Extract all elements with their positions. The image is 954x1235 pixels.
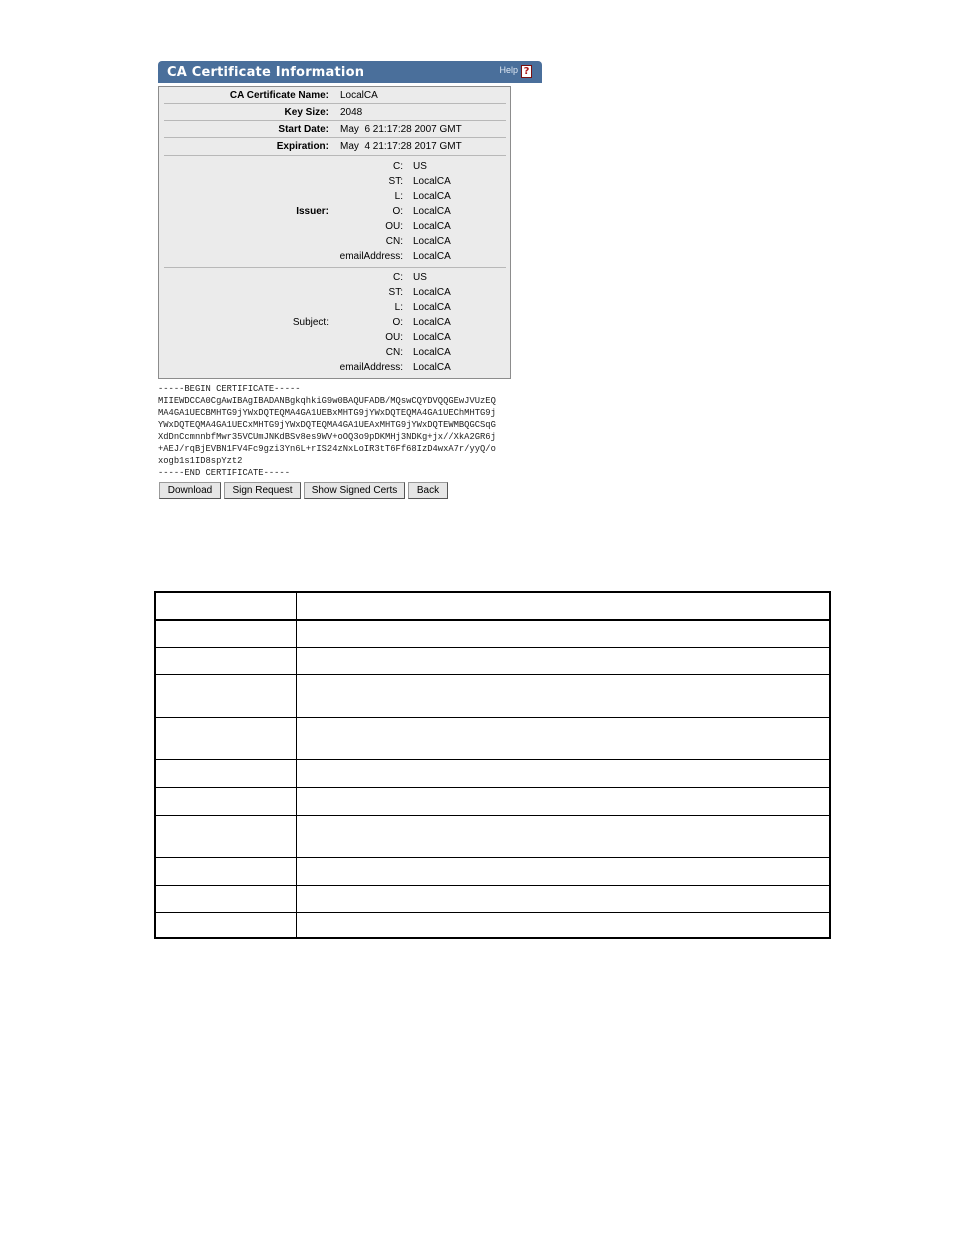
- start-date-value: May 6 21:17:28 2007 GMT: [340, 124, 462, 135]
- table-row-divider: [156, 815, 829, 816]
- subject-email-value: LocalCA: [413, 362, 451, 373]
- expiration-label: Expiration:: [276, 141, 329, 152]
- issuer-cn-key: CN:: [385, 236, 403, 247]
- certificate-text: [158, 383, 496, 479]
- issuer-o-value: LocalCA: [413, 206, 451, 217]
- key-size-label: Key Size:: [284, 107, 329, 118]
- issuer-c-key: C:: [393, 161, 403, 172]
- table-row-divider: [156, 717, 829, 718]
- panel-title: CA Certificate Information: [167, 65, 365, 80]
- cert-line: MIIEWDCCA0CgAwIBAgIBADANBgkqhkiG9w0BAQUFADB/MQswCQYDVQQGEwJVUzEQ: [158, 396, 496, 406]
- table-row-divider: [156, 885, 829, 886]
- panel-header: [158, 61, 542, 83]
- back-button[interactable]: Back: [408, 482, 448, 499]
- issuer-label: Issuer:: [296, 206, 329, 217]
- issuer-email-key: emailAddress:: [339, 251, 403, 262]
- table-row-divider: [156, 759, 829, 760]
- issuer-ou-value: LocalCA: [413, 221, 451, 232]
- issuer-c-value: US: [413, 161, 427, 172]
- subject-o-value: LocalCA: [413, 317, 451, 328]
- cert-line: +AEJ/rqBjEVBN1FV4Fc9gzi3Yn6L+rIS24zNxLoIR3tT6Ff68IzD4wxA7r/yyQ/o: [158, 444, 496, 454]
- subject-email-key: emailAddress:: [339, 362, 403, 373]
- start-date-label: Start Date:: [278, 124, 329, 135]
- table-row-divider: [156, 912, 829, 913]
- field-description-table: [154, 591, 831, 939]
- show-signed-certs-button[interactable]: Show Signed Certs: [304, 482, 405, 499]
- cert-line: -----END CERTIFICATE-----: [158, 468, 290, 478]
- issuer-l-key: L:: [394, 191, 403, 202]
- certificate-info-box: [158, 86, 511, 379]
- subject-st-value: LocalCA: [413, 287, 451, 298]
- download-button[interactable]: Download: [159, 482, 221, 499]
- issuer-st-key: ST:: [388, 176, 403, 187]
- subject-ou-value: LocalCA: [413, 332, 451, 343]
- subject-l-value: LocalCA: [413, 302, 451, 313]
- cert-line: XdDnCcmnnbfMwr35VCUmJNKdBSv8es9WV+oOQ3o9pDKMHj3NDKg+jx//XkA2GR6j: [158, 432, 496, 442]
- subject-cn-key: CN:: [385, 347, 403, 358]
- issuer-cn-value: LocalCA: [413, 236, 451, 247]
- table-row-divider: [156, 787, 829, 788]
- separator: [164, 155, 506, 156]
- subject-st-key: ST:: [388, 287, 403, 298]
- subject-c-key: C:: [393, 272, 403, 283]
- subject-label: Subject:: [292, 317, 329, 328]
- table-row-divider: [156, 674, 829, 675]
- subject-l-key: L:: [394, 302, 403, 313]
- separator: [164, 267, 506, 268]
- ca-name-value: LocalCA: [340, 90, 378, 101]
- table-row-divider: [156, 857, 829, 858]
- separator: [164, 103, 506, 104]
- subject-cn-value: LocalCA: [413, 347, 451, 358]
- issuer-l-value: LocalCA: [413, 191, 451, 202]
- issuer-o-key: O:: [392, 206, 403, 217]
- key-size-value: 2048: [340, 107, 363, 118]
- cert-line: xogb1s1ID8spYzt2: [158, 456, 243, 466]
- help-link[interactable]: Help: [499, 65, 518, 75]
- expiration-value: May 4 21:17:28 2017 GMT: [340, 141, 462, 152]
- separator: [164, 137, 506, 138]
- subject-ou-key: OU:: [385, 332, 403, 343]
- separator: [164, 120, 506, 121]
- cert-line: -----BEGIN CERTIFICATE-----: [158, 384, 301, 394]
- issuer-email-value: LocalCA: [413, 251, 451, 262]
- cert-line: YWxDQTEQMA4GA1UECxMHTG9jYWxDQTEQMA4GA1UEAxMHTG9jYWxDQTEWMBQGCSqG: [158, 420, 496, 430]
- issuer-st-value: LocalCA: [413, 176, 451, 187]
- help-icon[interactable]: ?: [521, 65, 532, 78]
- sign-request-button[interactable]: Sign Request: [224, 482, 301, 499]
- cert-line: MA4GA1UECBMHTG9jYWxDQTEQMA4GA1UEBxMHTG9jYWxDQTEQMA4GA1UEChMHTG9j: [158, 408, 496, 418]
- table-row-divider: [156, 647, 829, 648]
- subject-c-value: US: [413, 272, 427, 283]
- ca-name-label: CA Certificate Name:: [229, 90, 329, 101]
- table-row-divider: [156, 619, 829, 621]
- subject-o-key: O:: [392, 317, 403, 328]
- issuer-ou-key: OU:: [385, 221, 403, 232]
